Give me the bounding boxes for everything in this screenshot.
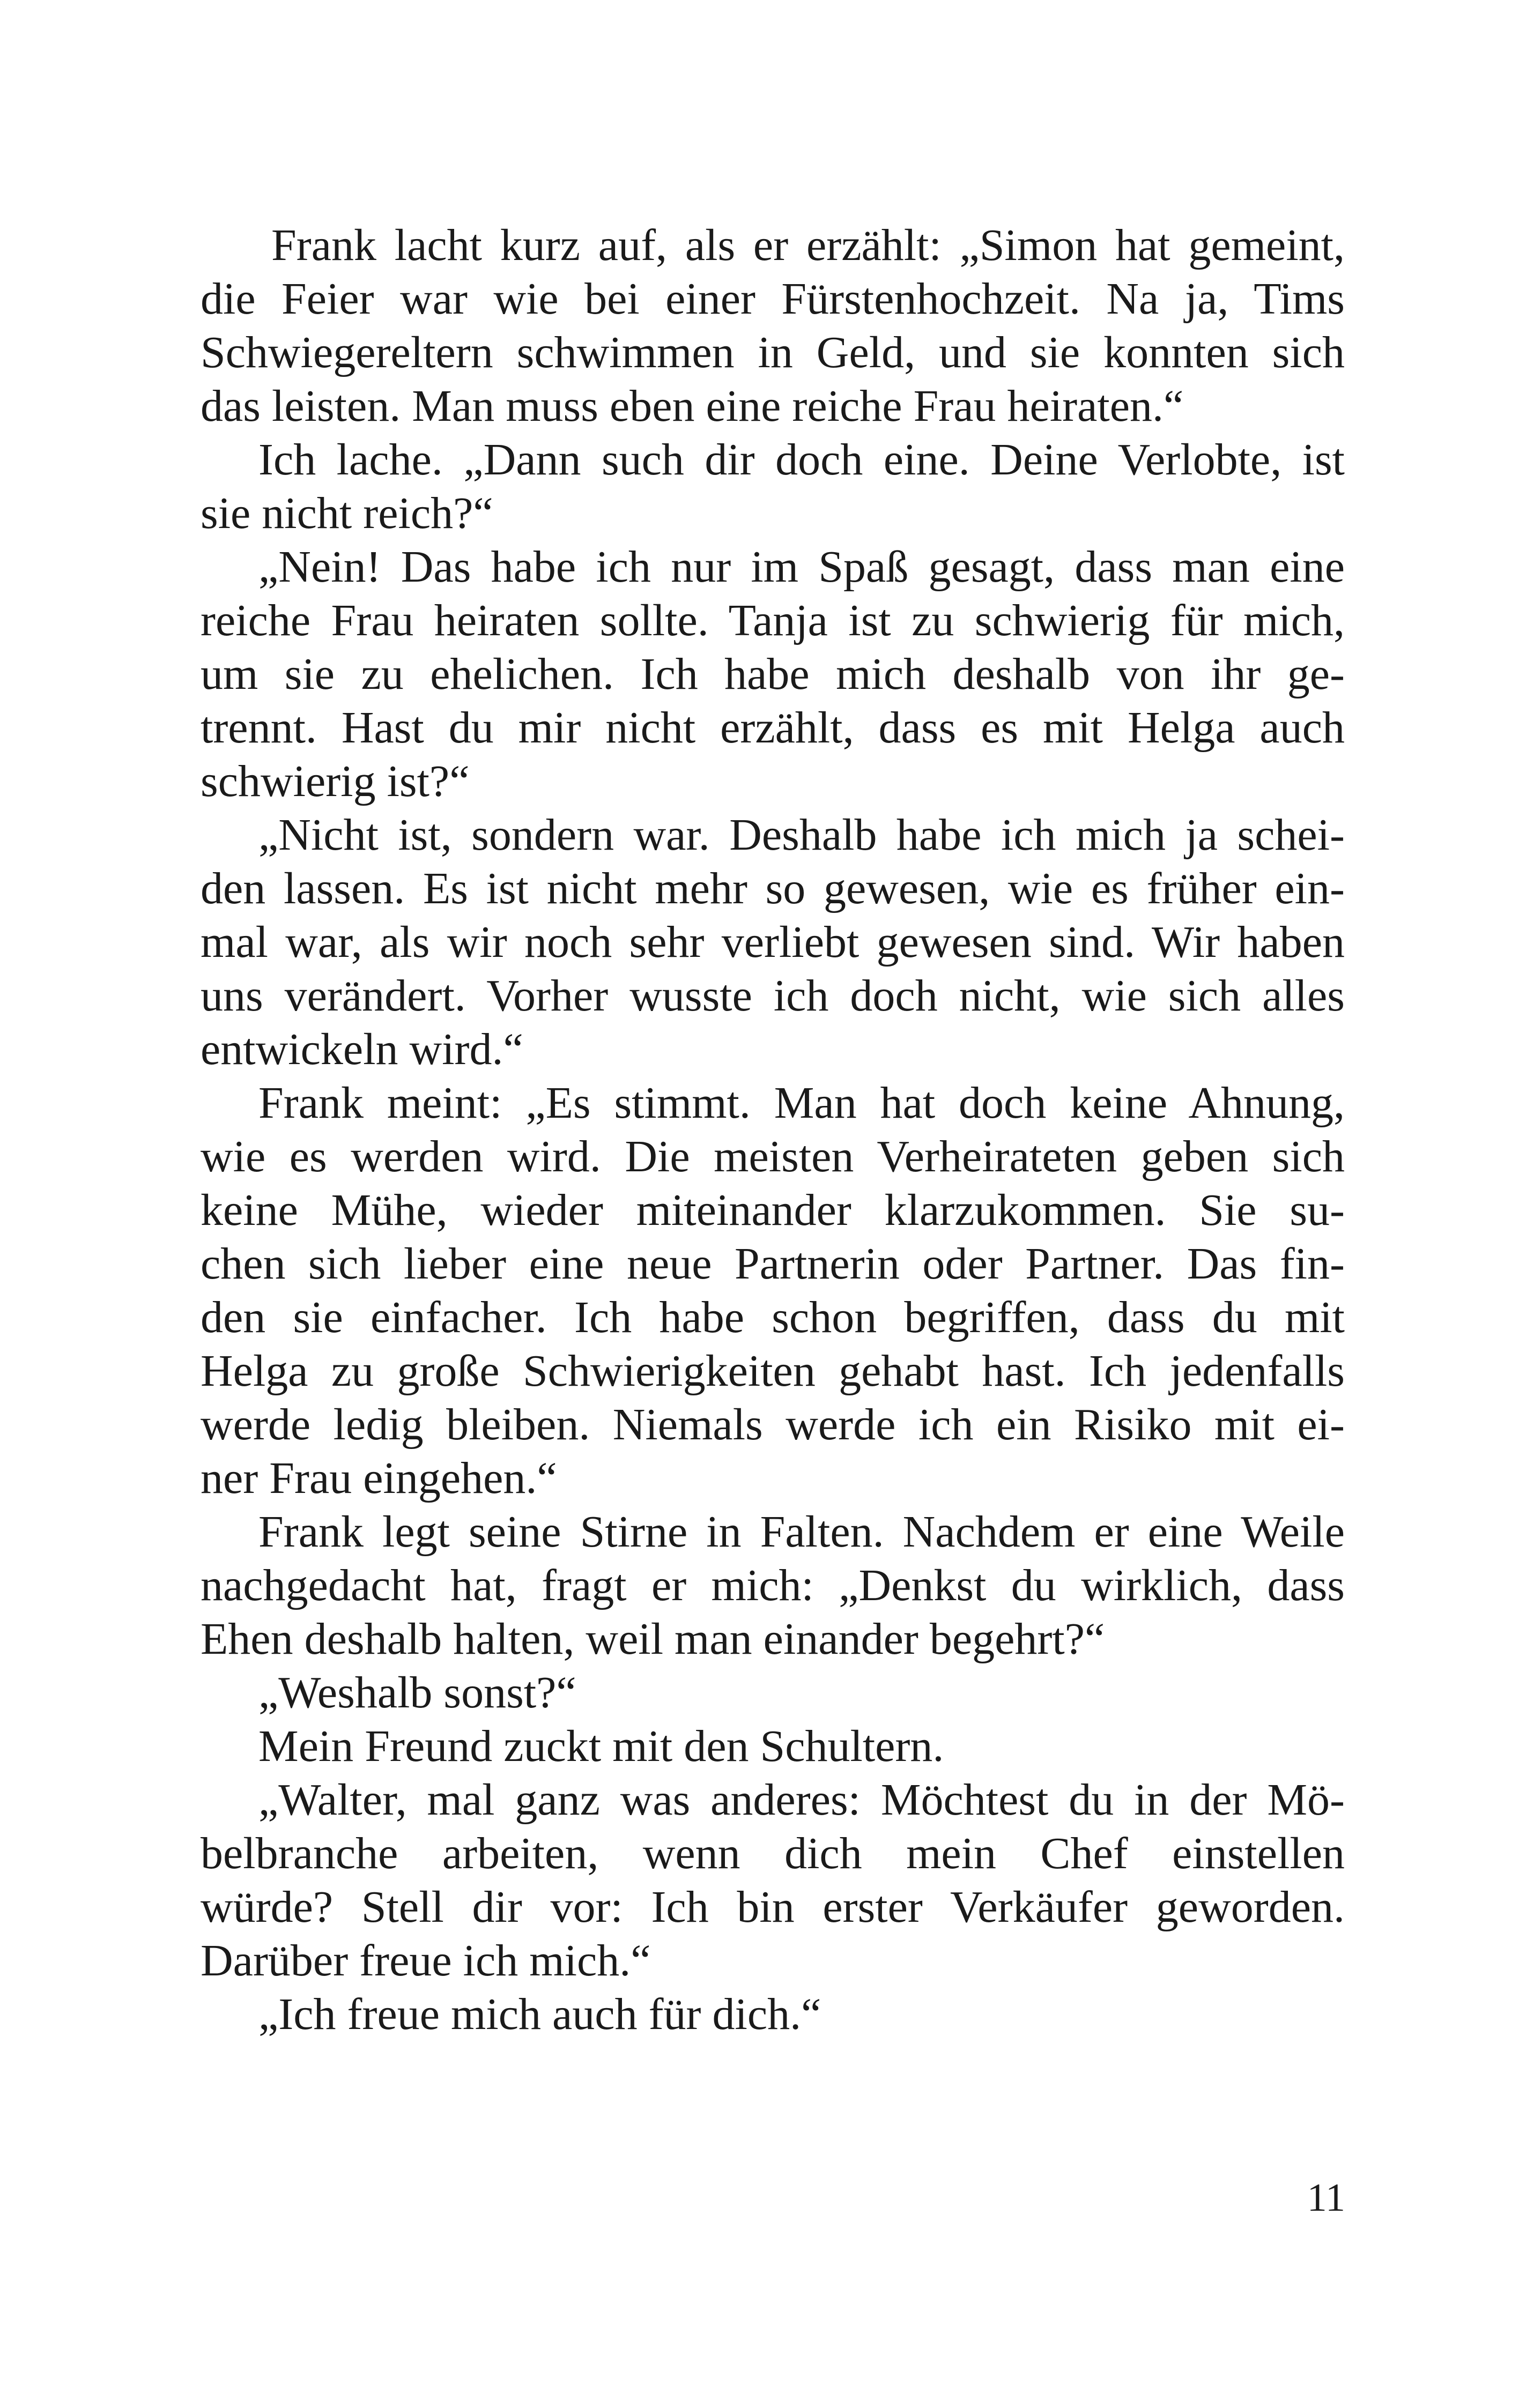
text-line: entwickeln wird.“ <box>201 1024 523 1074</box>
text-line: wie es werden wird. Die meisten Verheirateten geben sich <box>201 1132 1345 1181</box>
text-line: werde ledig bleiben. Niemals werde ich ein Risiko mit ei- <box>201 1400 1345 1450</box>
text-line: schwierig ist?“ <box>201 756 470 806</box>
text-line: ner Frau eingehen.“ <box>201 1453 557 1503</box>
text-line: Schwiegereltern schwimmen in Geld, und sie konnten sich <box>201 328 1345 377</box>
text-line: belbranche arbeiten, wenn dich mein Chef einstellen <box>201 1829 1345 1878</box>
text-line: Frank lacht kurz auf, als er erzählt: „Simon hat gemeint, <box>271 220 1345 270</box>
text-line: uns verändert. Vorher wusste ich doch nicht, wie sich alles <box>201 971 1345 1021</box>
text-line: das leisten. Man muss eben eine reiche Frau heiraten.“ <box>201 381 1184 431</box>
text-line: Ich lache. „Dann such dir doch eine. Deine Verlobte, ist <box>258 435 1345 485</box>
text-line: die Feier war wie bei einer Fürstenhochzeit. Na ja, Tims <box>201 274 1345 324</box>
text-line: „Weshalb sonst?“ <box>258 1668 576 1718</box>
text-line: „Walter, mal ganz was anderes: Möchtest du in der Mö- <box>258 1775 1345 1825</box>
text-line: trennt. Hast du mir nicht erzählt, dass es mit Helga auch <box>201 703 1345 753</box>
text-line: Frank meint: „Es stimmt. Man hat doch keine Ahnung, <box>258 1078 1345 1128</box>
text-line: Ehen deshalb halten, weil man einander begehrt?“ <box>201 1614 1105 1664</box>
text-line: mal war, als wir noch sehr verliebt gewesen sind. Wir haben <box>201 917 1345 967</box>
text-line: „Ich freue mich auch für dich.“ <box>258 1989 821 2039</box>
text-line: würde? Stell dir vor: Ich bin erster Verkäufer geworden. <box>201 1882 1345 1932</box>
text-line: um sie zu ehelichen. Ich habe mich deshalb von ihr ge- <box>201 649 1345 699</box>
text-line: reiche Frau heiraten sollte. Tanja ist zu schwierig für mich, <box>201 596 1345 645</box>
text-line: „Nein! Das habe ich nur im Spaß gesagt, dass man eine <box>258 542 1345 592</box>
page-number: 11 <box>1307 2176 1345 2220</box>
text-line: Darüber freue ich mich.“ <box>201 1936 651 1986</box>
text-line: „Nicht ist, sondern war. Deshalb habe ich mich ja schei- <box>258 810 1345 860</box>
text-line: chen sich lieber eine neue Partnerin oder Partner. Das fin- <box>201 1239 1345 1289</box>
body-text <box>201 219 1345 2041</box>
text-line: sie nicht reich?“ <box>201 488 493 538</box>
text-line: den lassen. Es ist nicht mehr so gewesen, wie es früher ein- <box>201 864 1345 913</box>
text-line: keine Mühe, wieder miteinander klarzukommen. Sie su- <box>201 1185 1345 1235</box>
text-line: Frank legt seine Stirne in Falten. Nachdem er eine Weile <box>258 1507 1345 1557</box>
text-line: den sie einfacher. Ich habe schon begriffen, dass du mit <box>201 1292 1345 1342</box>
text-line: Helga zu große Schwierigkeiten gehabt hast. Ich jedenfalls <box>201 1346 1345 1396</box>
text-line: nachgedacht hat, fragt er mich: „Denkst du wirklich, dass <box>201 1560 1345 1610</box>
text-line: Mein Freund zuckt mit den Schultern. <box>258 1721 944 1771</box>
